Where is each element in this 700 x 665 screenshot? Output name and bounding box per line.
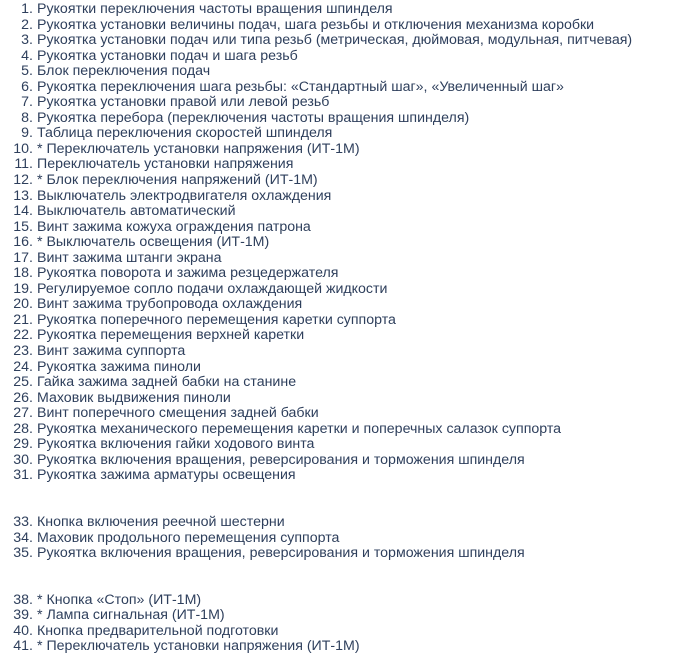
item-number: 23. bbox=[13, 343, 33, 360]
list-item bbox=[0, 453, 700, 469]
list-item bbox=[0, 313, 700, 329]
list-item bbox=[0, 328, 700, 344]
list-item bbox=[0, 391, 700, 407]
list-item bbox=[0, 111, 700, 127]
list-item bbox=[0, 360, 700, 376]
item-text: Рукоятка перебора (переключения частоты вращения шпинделя) bbox=[37, 109, 470, 126]
item-number: 3. bbox=[21, 32, 33, 49]
item-number: 8. bbox=[21, 109, 33, 126]
item-number: 41. bbox=[13, 638, 33, 655]
item-text: Рукоятка включения вращения, реверсирования и торможения шпинделя bbox=[37, 545, 525, 562]
item-number: 27. bbox=[13, 405, 33, 422]
item-number: 18. bbox=[13, 265, 33, 282]
blank-line bbox=[0, 562, 700, 578]
item-number: 30. bbox=[13, 451, 33, 468]
list-item bbox=[0, 126, 700, 142]
list-item bbox=[0, 204, 700, 220]
item-text: Винт поперечного смещения задней бабки bbox=[37, 405, 319, 422]
list-item bbox=[0, 142, 700, 158]
list-item bbox=[0, 64, 700, 80]
list-item bbox=[0, 437, 700, 453]
list-item bbox=[0, 157, 700, 173]
item-number: 31. bbox=[13, 467, 33, 484]
list-item bbox=[0, 531, 700, 547]
item-text: Рукоятка установки правой или левой резьб bbox=[37, 94, 330, 111]
list-item bbox=[0, 344, 700, 360]
item-text: * Блок переключения напряжений (ИТ-1М) bbox=[37, 172, 318, 189]
list-item bbox=[0, 266, 700, 282]
item-text: Выключатель электродвигателя охлаждения bbox=[37, 187, 332, 204]
item-text: Переключатель установки напряжения bbox=[37, 156, 294, 173]
item-number: 6. bbox=[21, 78, 33, 95]
item-text: Рукоятка поперечного перемещения каретки суппорта bbox=[37, 311, 396, 328]
item-number: 26. bbox=[13, 389, 33, 406]
item-number: 4. bbox=[21, 47, 33, 64]
item-number: 13. bbox=[13, 187, 33, 204]
item-number: 21. bbox=[13, 311, 33, 328]
item-number: 19. bbox=[13, 280, 33, 297]
item-text: Блок переключения подач bbox=[37, 63, 211, 80]
item-number: 34. bbox=[13, 529, 33, 546]
list-item bbox=[0, 95, 700, 111]
item-text: Винт зажима кожуха ограждения патрона bbox=[37, 218, 311, 235]
list-item bbox=[0, 422, 700, 438]
item-text: Рукоятка установки величины подач, шага резьбы и отключения механизма коробки bbox=[37, 16, 595, 33]
item-number: 10. bbox=[13, 140, 33, 157]
item-text: Рукоятка переключения шага резьбы: «Стандартный шаг», «Увеличенный шаг» bbox=[37, 78, 564, 95]
item-text: Рукоятка механического перемещения каретки и поперечных салазок суппорта bbox=[37, 420, 562, 437]
item-number: 35. bbox=[13, 545, 33, 562]
item-text: Регулируемое сопло подачи охлаждающей жидкости bbox=[37, 280, 388, 297]
list-item bbox=[0, 189, 700, 205]
item-number: 24. bbox=[13, 358, 33, 375]
item-text: Кнопка предварительной подготовки bbox=[37, 622, 279, 639]
list-item bbox=[0, 220, 700, 236]
item-text: Рукоятка установки подач или типа резьб (метрическая, дюймовая, модульная, питчевая) bbox=[37, 32, 633, 49]
item-text: * Переключатель установки напряжения (ИТ-1М) bbox=[37, 638, 360, 655]
list-item bbox=[0, 375, 700, 391]
item-text: * Кнопка «Стоп» (ИТ-1М) bbox=[37, 591, 202, 608]
item-text: Рукоятка поворота и зажима резцедержателя bbox=[37, 265, 339, 282]
list-item bbox=[0, 80, 700, 96]
item-number: 7. bbox=[21, 94, 33, 111]
item-number: 11. bbox=[14, 156, 33, 173]
item-text: Винт зажима штанги экрана bbox=[37, 249, 222, 266]
item-number: 9. bbox=[21, 125, 33, 142]
item-number: 28. bbox=[13, 420, 33, 437]
list-item bbox=[0, 593, 700, 609]
item-number: 2. bbox=[21, 16, 33, 33]
item-number: 15. bbox=[13, 218, 33, 235]
item-text: Кнопка включения реечной шестерни bbox=[37, 514, 285, 531]
list-item bbox=[0, 2, 700, 18]
item-text: Маховик продольного перемещения суппорта bbox=[37, 529, 340, 546]
item-number: 20. bbox=[13, 296, 33, 313]
item-number: 16. bbox=[13, 234, 33, 251]
item-text: Рукоятка включения вращения, реверсирования и торможения шпинделя bbox=[37, 451, 525, 468]
item-text: Рукоятки переключения частоты вращения шпинделя bbox=[37, 1, 393, 17]
list-item bbox=[0, 546, 700, 562]
item-number: 25. bbox=[13, 374, 33, 391]
list-item bbox=[0, 18, 700, 34]
item-text: Рукоятка установки подач и шага резьб bbox=[37, 47, 298, 64]
blank-line bbox=[0, 500, 700, 516]
item-number: 29. bbox=[13, 436, 33, 453]
list-item bbox=[0, 639, 700, 655]
list-item bbox=[0, 33, 700, 49]
list-item bbox=[0, 282, 700, 298]
list-item bbox=[0, 406, 700, 422]
item-number: 33. bbox=[13, 514, 33, 531]
item-text: Рукоятка включения гайки ходового винта bbox=[37, 436, 315, 453]
list-item bbox=[0, 608, 700, 624]
blank-line bbox=[0, 577, 700, 593]
list-item bbox=[0, 468, 700, 484]
item-text: * Переключатель установки напряжения (ИТ-1М) bbox=[37, 140, 360, 157]
item-number: 40. bbox=[13, 622, 33, 639]
list-item bbox=[0, 251, 700, 267]
item-text: * Выключатель освещения (ИТ-1М) bbox=[37, 234, 270, 251]
list-item bbox=[0, 173, 700, 189]
list-item bbox=[0, 624, 700, 640]
item-text: * Лампа сигнальная (ИТ-1М) bbox=[37, 607, 225, 624]
list-item bbox=[0, 515, 700, 531]
item-number: 17. bbox=[13, 249, 33, 266]
list-item bbox=[0, 235, 700, 251]
item-number: 22. bbox=[13, 327, 33, 344]
blank-line bbox=[0, 484, 700, 500]
item-text: Выключатель автоматический bbox=[37, 203, 236, 220]
item-text: Рукоятка зажима арматуры освещения bbox=[37, 467, 296, 484]
item-number: 39. bbox=[13, 607, 33, 624]
list-item bbox=[0, 297, 700, 313]
item-text: Маховик выдвижения пиноли bbox=[37, 389, 231, 406]
item-number: 14. bbox=[13, 203, 33, 220]
item-text: Винт зажима трубопровода охлаждения bbox=[37, 296, 303, 313]
item-text: Гайка зажима задней бабки на станине bbox=[37, 374, 297, 391]
item-number: 38. bbox=[13, 591, 33, 608]
item-text: Винт зажима суппорта bbox=[37, 343, 186, 360]
list-item bbox=[0, 49, 700, 65]
item-number: 12. bbox=[13, 172, 33, 189]
item-text: Таблица переключения скоростей шпинделя bbox=[37, 125, 333, 142]
item-number: 1. bbox=[21, 1, 33, 17]
item-text: Рукоятка зажима пиноли bbox=[37, 358, 201, 375]
parts-legend-list bbox=[0, 2, 700, 655]
item-text: Рукоятка перемещения верхней каретки bbox=[37, 327, 305, 344]
item-number: 5. bbox=[21, 63, 33, 80]
